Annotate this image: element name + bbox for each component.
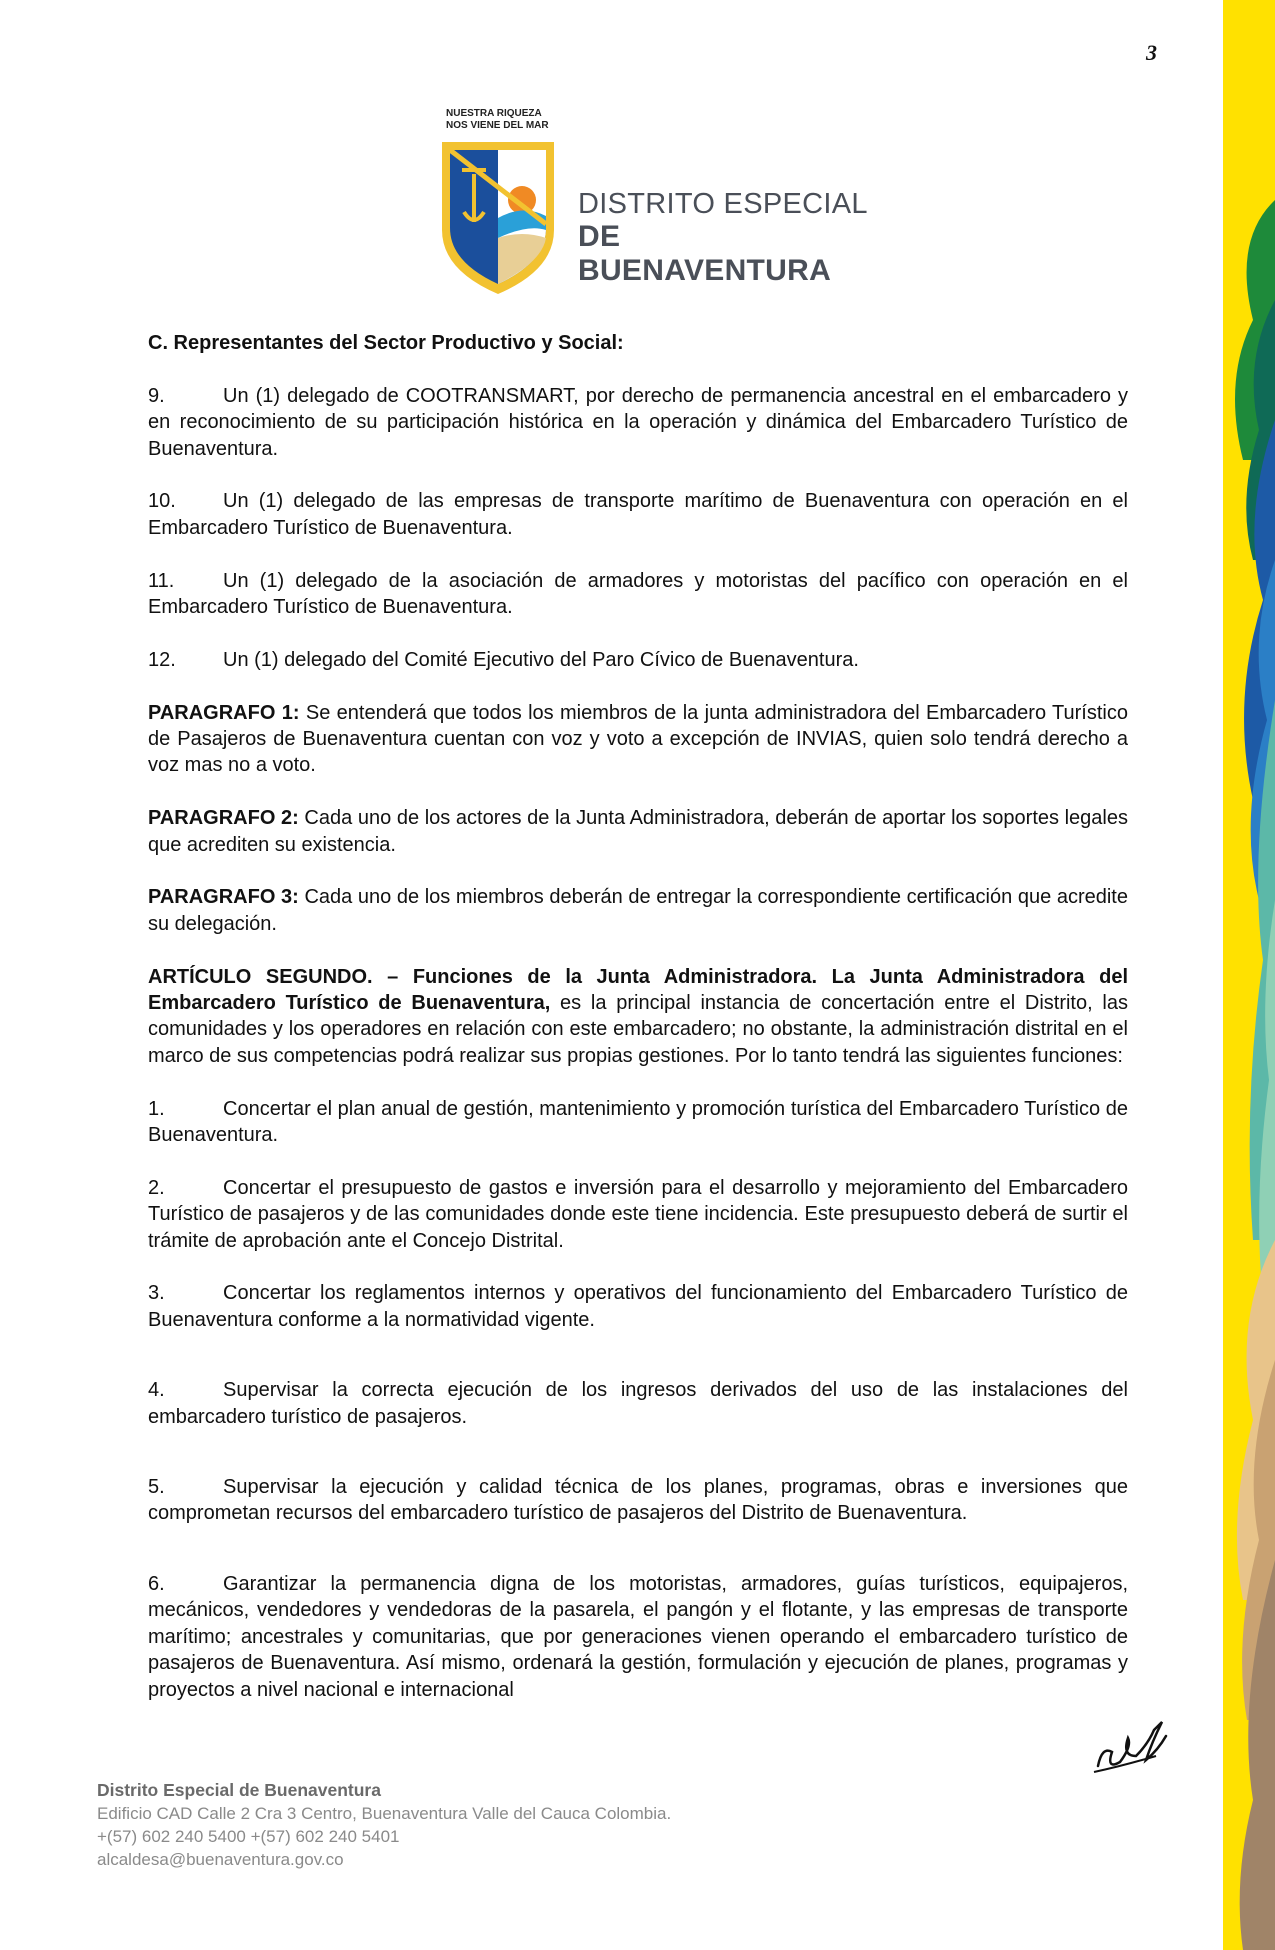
list-item: 4. Supervisar la correcta ejecución de los ingresos derivados del uso de las instalaciones del embarcadero turístico de pasajeros. bbox=[148, 1379, 1128, 1428]
paragrafo-3: PARAGRAFO 3: Cada uno de los miembros deberán de entregar la correspondiente certificación que acredite su delegación. bbox=[148, 886, 1128, 935]
list-item: 5. Supervisar la ejecución y calidad técnica de los planes, programas, obras e inversiones que comprometan recursos del embarcadero turístico de pasajeros del Distrito de Buenaventura. bbox=[148, 1476, 1128, 1525]
header-logo bbox=[438, 108, 878, 298]
footer-email: alcaldesa@buenaventura.gov.co bbox=[97, 1850, 344, 1869]
footer bbox=[97, 1779, 671, 1871]
shield-emblem-icon bbox=[438, 138, 558, 298]
paragrafo-2: PARAGRAFO 2: Cada uno de los actores de la Junta Administradora, deberán de aportar los soportes legales que acrediten su existencia. bbox=[148, 807, 1128, 856]
list-item: 3. Concertar los reglamentos internos y operativos del funcionamiento del Embarcadero Turístico de Buenaventura conforme a la normatividad vigente. bbox=[148, 1282, 1128, 1331]
signature-icon bbox=[1092, 1716, 1172, 1776]
logo-motto bbox=[446, 108, 549, 132]
footer-title: Distrito Especial de Buenaventura bbox=[97, 1780, 381, 1800]
logo-motto-line1: NUESTRA RIQUEZA bbox=[446, 108, 542, 119]
list-item: 9. Un (1) delegado de COOTRANSMART, por derecho de permanencia ancestral en el embarcadero y en reconocimiento de su participación histórica en la operación y dinámica del Embarcadero Turístico de Buenaventura. bbox=[148, 384, 1128, 460]
list-item: 12. Un (1) delegado del Comité Ejecutivo del Paro Cívico de Buenaventura. bbox=[148, 648, 859, 671]
page-number: 3 bbox=[1146, 40, 1157, 65]
footer-phones: +(57) 602 240 5400 +(57) 602 240 5401 bbox=[97, 1827, 400, 1846]
list-item: 1. Concertar el plan anual de gestión, mantenimiento y promoción turística del Embarcadero Turístico de Buenaventura. bbox=[148, 1097, 1128, 1147]
decorative-stripe bbox=[1223, 0, 1275, 1950]
logo-title-line1: DISTRITO ESPECIAL bbox=[578, 188, 868, 220]
list-item: 2. Concertar el presupuesto de gastos e inversión para el desarrollo y mejoramiento del Embarcadero Turístico de pasajeros y de las comunidades donde este tiene incidencia. Este presupuesto deberá de surtir el trámite de aprobación ante el Concejo Distrital. bbox=[148, 1176, 1128, 1252]
logo-title-line2: DE BUENAVENTURA bbox=[578, 220, 832, 287]
document-body bbox=[148, 330, 1128, 1729]
list-item: 11. Un (1) delegado de la asociación de armadores y motoristas del pacífico con operación en el Embarcadero Turístico de Buenaventura. bbox=[148, 569, 1128, 619]
footer-address: Edificio CAD Calle 2 Cra 3 Centro, Buenaventura Valle del Cauca Colombia. bbox=[97, 1804, 672, 1823]
list-item: 10. Un (1) delegado de las empresas de transporte marítimo de Buenaventura con operación en el Embarcadero Turístico de Buenaventura. bbox=[148, 490, 1128, 539]
logo-motto-line2: NOS VIENE DEL MAR bbox=[446, 120, 549, 131]
articulo-segundo: ARTÍCULO SEGUNDO. – Funciones de la Junta Administradora. La Junta Administradora del Embarcadero Turístico de Buenaventura, es la principal instancia de concertación entre el Distrito, las comunidades y los operadores en relación con este embarcadero; no obstante, la administración distrital en el marco de sus competencias podrá realizar sus propias gestiones. Por lo tanto tendrá las siguientes funciones: bbox=[148, 965, 1128, 1067]
list-item: 6. Garantizar la permanencia digna de los motoristas, armadores, guías turísticos, equipajeros, mecánicos, vendedores y vendedoras de la pasarela, el pangón y el flotante, y las empresas de transporte marítimo; ancestrales y comunitarias, que por generaciones vienen operando el embarcadero turístico de pasajeros de Buenaventura. Así mismo, ordenará la gestión, formulación y ejecución de planes, programas y proyectos a nivel nacional e internacional bbox=[148, 1572, 1128, 1701]
section-heading: C. Representantes del Sector Productivo y Social: bbox=[148, 332, 624, 354]
paragrafo-1: PARAGRAFO 1: Se entenderá que todos los miembros de la junta administradora del Embarcadero Turístico de Pasajeros de Buenaventura cuentan con voz y voto a excepción de INVIAS, quien solo tendrá derecho a voz mas no a voto. bbox=[148, 701, 1128, 777]
